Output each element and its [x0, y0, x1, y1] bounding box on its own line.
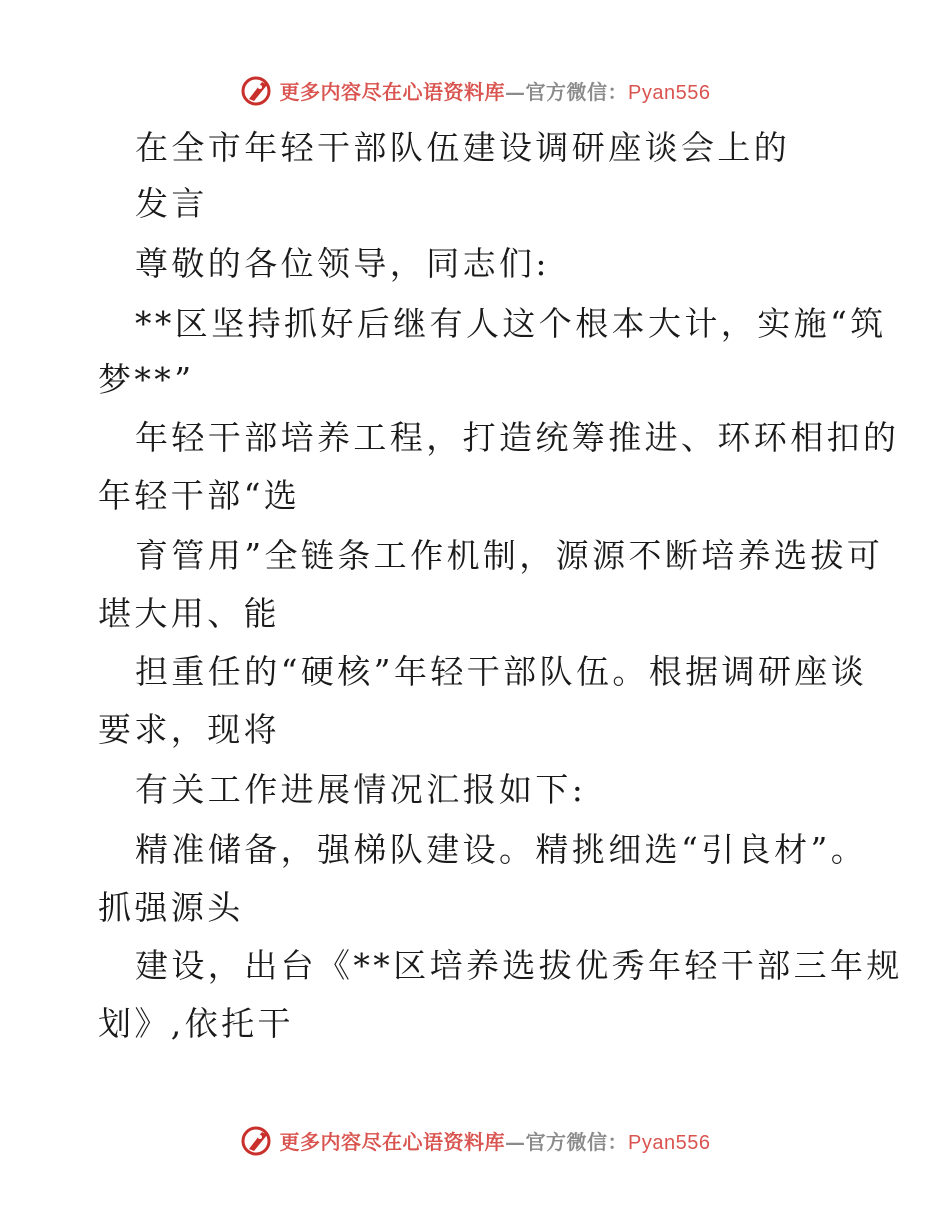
banner-site-text: 更多内容尽在心语资料库 — [279, 1129, 506, 1154]
pen-nib-circle-icon — [240, 1123, 274, 1157]
paragraph-line: 建设，出台《**区培养选拔优秀年轻干部三年规 — [135, 946, 903, 985]
banner-wechat-id: Pyan556 — [628, 1131, 711, 1154]
banner-wechat-id: Pyan556 — [628, 81, 711, 104]
salutation: 尊敬的各位领导，同志们: — [135, 244, 550, 283]
paragraph-line: 精准储备，强梯队建设。精挑细选“引良材”。 — [135, 830, 868, 869]
header-banner — [0, 70, 950, 110]
paragraph-line: **区坚持抓好后继有人这个根本大计，实施“筑 — [135, 304, 887, 343]
paragraph-line: 年轻干部“选 — [98, 476, 301, 515]
paragraph-line: 有关工作进展情况汇报如下: — [135, 770, 587, 809]
paragraph-line: 梦**” — [98, 360, 195, 399]
banner-wechat-label: 官方微信： — [525, 79, 629, 104]
paragraph-line: 抓强源头 — [98, 888, 244, 927]
footer-banner — [0, 1120, 950, 1160]
paragraph-line: 要求，现将 — [98, 710, 280, 749]
banner-wechat-label: 官方微信： — [525, 1129, 629, 1154]
paragraph-line: 育管用”全链条工作机制，源源不断培养选拔可 — [135, 536, 884, 575]
banner-site-text: 更多内容尽在心语资料库 — [279, 79, 506, 104]
pen-nib-circle-icon — [240, 73, 274, 107]
paragraph-line: 堪大用、能 — [98, 594, 280, 633]
paragraph-line: 划》,依托干 — [98, 1004, 294, 1043]
paragraph-line: 担重任的“硬核”年轻干部队伍。根据调研座谈 — [135, 652, 868, 691]
paragraph-line: 年轻干部培养工程，打造统筹推进、环环相扣的 — [135, 418, 900, 457]
document-title-line-2: 发言 — [135, 184, 208, 223]
banner-dash: — — [505, 1129, 526, 1154]
banner-dash: — — [505, 79, 526, 104]
document-title-line-1: 在全市年轻干部队伍建设调研座谈会上的 — [135, 128, 791, 167]
